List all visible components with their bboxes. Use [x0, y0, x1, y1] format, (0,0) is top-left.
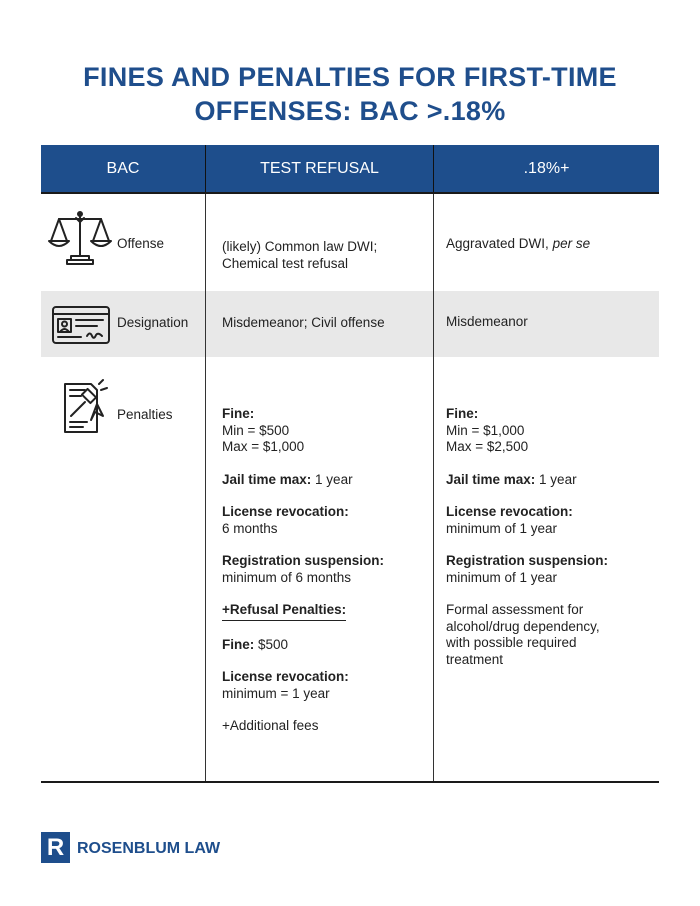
designation-bac-18: Misdemeanor — [446, 314, 528, 329]
license-label: License revocation: — [446, 504, 573, 519]
jail-time — [222, 472, 384, 489]
scales-of-justice-icon — [47, 209, 113, 267]
fine-min: Min = $500 — [222, 422, 290, 438]
row-label-penalties: Penalties — [117, 407, 173, 422]
refusal-license-value: minimum = 1 year — [222, 685, 330, 701]
registration-value: minimum of 6 months — [222, 569, 352, 585]
additional-fees: +Additional fees — [222, 718, 319, 733]
id-card-icon — [51, 305, 111, 345]
offense-refusal-line: (likely) Common law DWI; — [222, 239, 378, 254]
refusal-fine — [222, 637, 384, 654]
offense-refusal-line: Chemical test refusal — [222, 255, 349, 271]
offense-test-refusal — [222, 239, 377, 272]
refusal-license-label: License revocation: — [222, 669, 349, 684]
fine-label: Fine: — [446, 406, 479, 421]
header-test-refusal: TEST REFUSAL — [260, 160, 379, 177]
registration-label: Registration suspension: — [446, 553, 609, 568]
title-line-2: OFFENSES: BAC >.18% — [194, 96, 506, 126]
table-bottom-rule — [41, 781, 659, 783]
gavel-document-icon — [61, 378, 109, 436]
logo-text: ROSENBLUM LAW — [77, 840, 221, 857]
penalties-bac-18 — [446, 406, 608, 668]
refusal-penalties-label: +Refusal Penalties: — [222, 602, 346, 621]
offense-bac-18 — [446, 236, 590, 253]
jail-value: 1 year — [311, 471, 353, 487]
penalties-table — [41, 145, 659, 783]
fine-min: Min = $1,000 — [446, 422, 525, 438]
refusal-fine-label: Fine: — [222, 636, 255, 652]
logo-mark: R — [41, 832, 70, 863]
fine-max: Max = $1,000 — [222, 439, 305, 454]
title-line-1: FINES AND PENALTIES FOR FIRST-TIME — [83, 62, 617, 92]
jail-label: Jail time max: — [222, 471, 312, 487]
registration-label: Registration suspension: — [222, 553, 385, 568]
assessment-line: alcohol/drug dependency, — [446, 618, 600, 634]
column-divider — [433, 194, 434, 781]
assessment-line: Formal assessment for — [446, 602, 584, 617]
header-bac-18: .18%+ — [523, 160, 570, 177]
header-bac: BAC — [106, 160, 140, 177]
penalties-test-refusal — [222, 406, 384, 735]
jail-label: Jail time max: — [446, 471, 536, 487]
assessment-line: with possible required — [446, 635, 577, 650]
table-header — [41, 145, 659, 194]
jail-value: 1 year — [535, 471, 577, 487]
refusal-fine-value: $500 — [254, 636, 289, 652]
license-label: License revocation: — [222, 504, 349, 519]
offense-bac18-italic: per se — [552, 236, 591, 251]
license-value: minimum of 1 year — [446, 520, 558, 536]
designation-test-refusal: Misdemeanor; Civil offense — [222, 315, 385, 330]
page-title — [0, 60, 700, 128]
row-label-offense: Offense — [117, 236, 165, 251]
row-label-designation: Designation — [117, 315, 189, 330]
jail-time — [446, 472, 608, 489]
offense-bac18-text: Aggravated DWI, — [446, 236, 549, 251]
column-divider — [205, 194, 206, 781]
fine-label: Fine: — [222, 406, 255, 421]
assessment-line: treatment — [446, 651, 504, 667]
registration-value: minimum of 1 year — [446, 569, 558, 585]
fine-max: Max = $2,500 — [446, 439, 529, 454]
license-value: 6 months — [222, 520, 278, 536]
